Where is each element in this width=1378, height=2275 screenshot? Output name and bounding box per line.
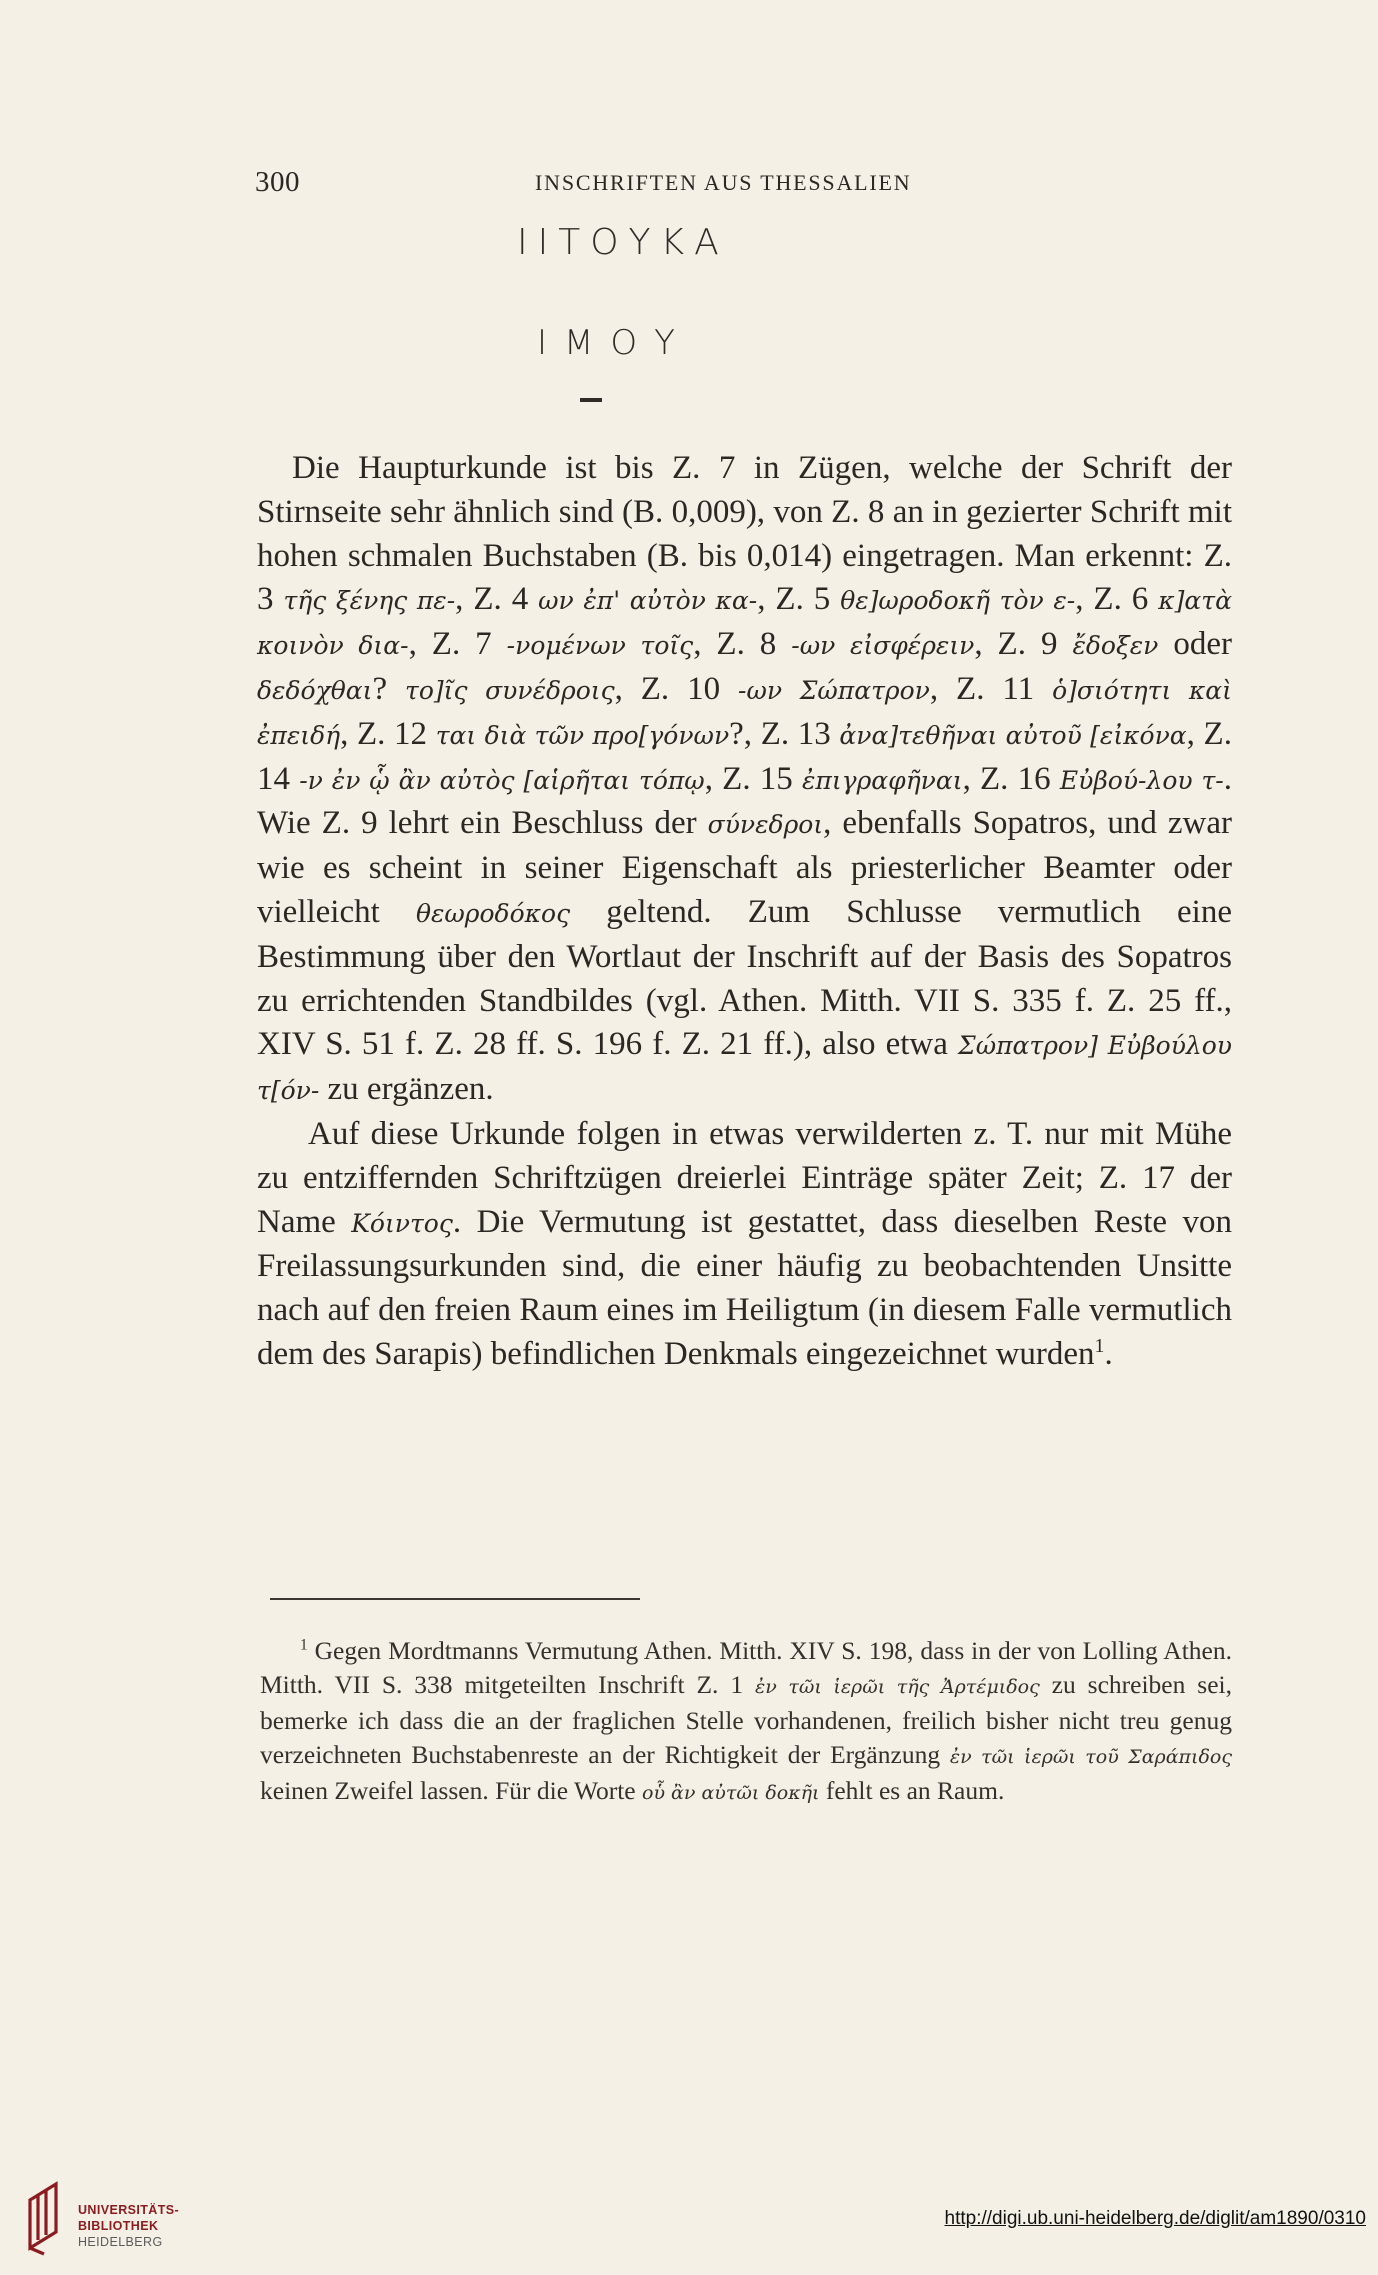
text-run: , Z. 8 bbox=[693, 626, 792, 663]
greek-citation: ἐν τῶι ἱερῶι τοῦ Σαράπιδος bbox=[949, 1745, 1232, 1768]
library-logo-icon bbox=[20, 2178, 68, 2258]
text-run: fehlt es an Raum. bbox=[819, 1776, 1005, 1805]
footnote-marker: 1 bbox=[1094, 1334, 1105, 1357]
text-run: Auf diese Urkunde folgen in etwas verwilderten z. T. nur mit Mühe zu entziffernden Schriftzügen dreierlei Einträge später Zeit; Z. 17 der Name bbox=[257, 1115, 1232, 1240]
greek-citation: -νομένων τοῖς bbox=[506, 631, 694, 661]
footnote-text bbox=[260, 1634, 1232, 1811]
greek-citation: δεδόχθαι bbox=[257, 675, 373, 705]
footnote-divider bbox=[270, 1598, 640, 1600]
text-run: . bbox=[1104, 1335, 1113, 1372]
source-url-link[interactable]: http://digi.ub.uni-heidelberg.de/diglit/am1890/0310 bbox=[944, 2208, 1366, 2229]
greek-citation: ων ἐπ' αὐτὸν κα- bbox=[538, 586, 758, 616]
text-run: ?, Z. 13 bbox=[729, 715, 840, 752]
text-run: , Z. 11 bbox=[929, 670, 1053, 707]
greek-citation: -ν ἐν ᾧ ἂν αὐτὸς [αἱρῆται τόπῳ bbox=[299, 765, 705, 795]
greek-citation: Εὐβού-λου τ- bbox=[1059, 765, 1224, 795]
paragraph-2 bbox=[257, 1113, 1232, 1377]
greek-citation: οὗ ἂν αὐτῶι δοκῆι bbox=[642, 1782, 820, 1804]
logo-text-heidelberg: HEIDELBERG bbox=[78, 2235, 163, 2249]
text-run: . Wie Z. 9 lehrt ein Beschluss der bbox=[257, 760, 1233, 842]
greek-citation: ἔδοξεν bbox=[1072, 631, 1159, 661]
greek-citation: -ων εἰσφέρειν bbox=[791, 631, 975, 661]
text-run: Gegen Mordtmanns Vermutung Athen. Mitth. XIV S. 198, dass in der von Lolling Athen. Mitth. VII S. 338 mitgeteilten Inschrift Z. 1 bbox=[260, 1636, 1232, 1699]
text-run: , Z. 9 bbox=[974, 626, 1073, 663]
inscription-line-2: ΙΜΟΥ bbox=[537, 323, 692, 363]
text-run: , Z. 12 bbox=[340, 715, 436, 752]
text-run: , Z. 5 bbox=[757, 581, 841, 618]
greek-citation: ἀνα]τεθῆναι αὐτοῦ [εἰκόνα bbox=[839, 720, 1187, 750]
text-run: keinen Zweifel lassen. Für die Worte bbox=[260, 1776, 642, 1805]
text-run: , Z. 16 bbox=[962, 760, 1060, 797]
running-title: INSCHRIFTEN AUS THESSALIEN bbox=[535, 170, 912, 195]
greek-citation: Κόιντος bbox=[351, 1208, 453, 1238]
text-run: oder bbox=[1158, 626, 1232, 663]
page-header bbox=[255, 166, 1245, 206]
footnote bbox=[260, 1634, 1232, 1811]
text-run: , ebenfalls Sopatros, und zwar wie es scheint in seiner Eigenschaft als priesterlicher Beamter oder vielleicht bbox=[257, 805, 1232, 930]
text-run: geltend. Zum Schlusse vermutlich eine Bestimmung über den Wortlaut der Inschrift auf der Basis des Sopatros zu errichtenden Standbildes (vgl. Athen. Mitth. VII S. 335 f. Z. 25 ff., XIV S. 51 f. Z. 28 ff. S. 196 f. Z. 21 ff.), also etwa bbox=[257, 893, 1232, 1063]
greek-citation: ὁ]σιότητι καὶ ἐπειδή bbox=[257, 675, 1232, 750]
greek-citation: σύνεδροι bbox=[707, 810, 824, 840]
greek-citation: ται διὰ τῶν προ[γόνων bbox=[435, 720, 730, 750]
inscription-line-1: ΙΙΤΟΥΚΑ bbox=[517, 222, 729, 263]
text-run: zu ergänzen. bbox=[319, 1071, 494, 1108]
greek-citation: Σώπατρον] Εὐβούλου τ[όν- bbox=[257, 1031, 1232, 1106]
text-run: . Die Vermutung ist gestattet, dass dieselben Reste von Freilassungsurkunden sind, die einer häufig zu beobachtenden Unsitte nach auf den freien Raum eines im Heiligtum (in diesem Falle vermutlich dem des Sarapis) befindlichen Denkmals eingezeichnet wurden bbox=[257, 1203, 1233, 1372]
library-logo bbox=[20, 2178, 220, 2258]
text-run: Die Haupturkunde ist bis Z. 7 in Zügen, welche der Schrift der Stirnseite sehr ähnlich sind (B. 0,009), von Z. 8 an in gezierter Schrift mit hohen schmalen Buchstaben (B. bis 0,014) eingetragen. Man erkennt: Z. 3 bbox=[257, 450, 1232, 618]
greek-citation: θεωροδόκος bbox=[415, 898, 571, 928]
text-run: , Z. 4 bbox=[455, 581, 539, 618]
greek-citation: τῆς ξένης πε- bbox=[283, 586, 456, 616]
logo-text-universitaets: UNIVERSITÄTS- bbox=[78, 2203, 180, 2217]
paragraph-1 bbox=[257, 447, 1232, 1113]
greek-citation: το]ῖς συνέδροις bbox=[405, 675, 615, 705]
greek-citation: κ]ατὰ κοινὸν δια- bbox=[257, 586, 1232, 661]
logo-text-bibliothek: BIBLIOTHEK bbox=[78, 2219, 159, 2233]
body-text bbox=[257, 447, 1232, 1377]
page-number: 300 bbox=[255, 166, 300, 198]
text-run: , Z. 7 bbox=[408, 626, 507, 663]
greek-citation: ἐν τῶι ἱερῶι τῆς Ἀρτέμιδος bbox=[755, 1675, 1040, 1698]
greek-citation: ἐπιγραφῆναι bbox=[802, 765, 963, 795]
text-run: , Z. 15 bbox=[704, 760, 803, 797]
text-run: , Z. 6 bbox=[1075, 581, 1159, 618]
text-run: zu schreiben sei, bemerke ich dass die an der fraglichen Stelle vorhandenen, freilich bisher nicht treu genug verzeichneten Buchstabenreste an der Richtigkeit der Ergänzung bbox=[260, 1669, 1232, 1769]
greek-citation: -ων Σώπατρον bbox=[738, 675, 930, 705]
text-run: ? bbox=[372, 670, 406, 707]
text-run: , Z. 14 bbox=[257, 715, 1232, 797]
greek-citation: θε]ωροδοκῆ τὸν ε- bbox=[840, 586, 1076, 616]
text-run: , Z. 10 bbox=[614, 670, 739, 707]
footnote-marker: 1 bbox=[300, 1636, 308, 1654]
inscription-dash bbox=[580, 398, 602, 402]
